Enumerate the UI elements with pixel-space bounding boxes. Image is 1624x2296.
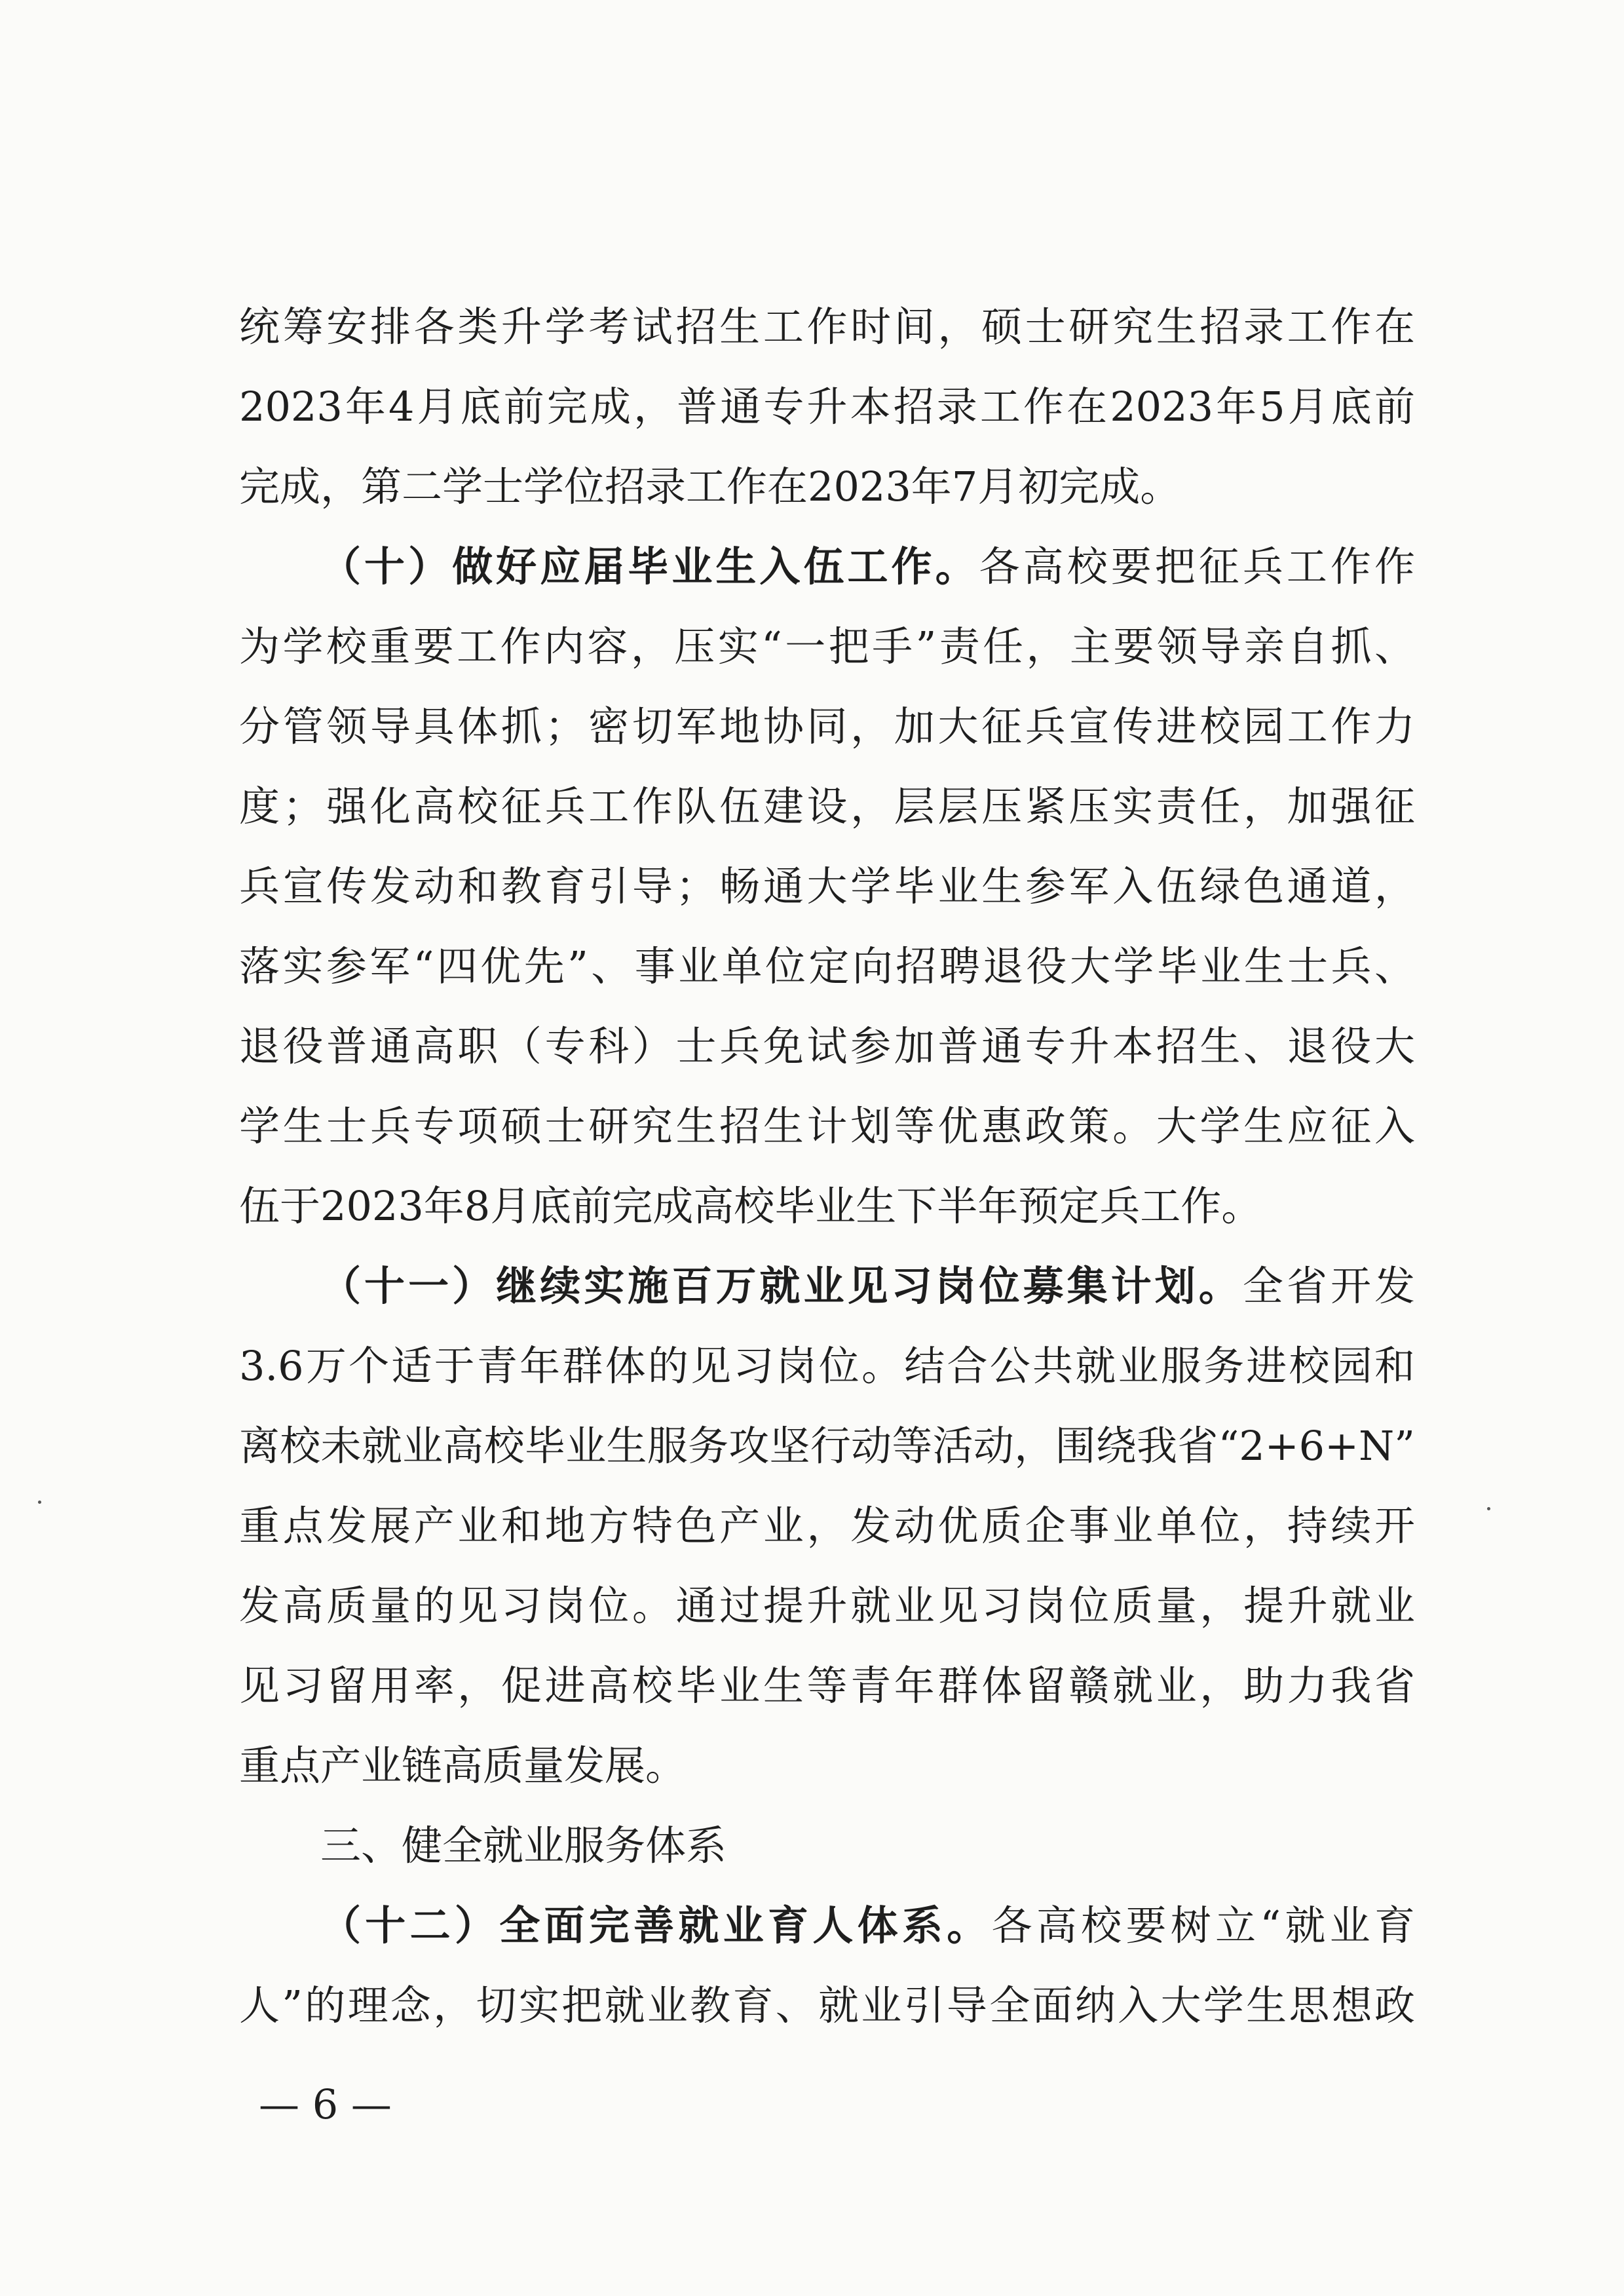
scan-speck [1487,1507,1490,1510]
scan-speck [38,1501,41,1504]
text-line: 3.6万个适于青年群体的见习岗位。结合公共就业服务进校园和 [239,1342,1415,1390]
section-eleven-heading: （十一）继续实施百万就业见习岗位募集计划。 [320,1262,1243,1310]
text-line: 落实参军“四优先”、事业单位定向招聘退役大学毕业生士兵、 [239,942,1415,990]
text-line: 伍于2023年8月底前完成高校毕业生下半年预定兵工作。 [239,1182,1262,1230]
text-line: 见习留用率，促进高校毕业生等青年群体留赣就业，助力我省 [239,1662,1415,1710]
text-line: 人”的理念，切实把就业教育、就业引导全面纳入大学生思想政 [239,1981,1415,2029]
text-line: 重点产业链高质量发展。 [239,1742,687,1789]
text-line: 为学校重要工作内容，压实“一把手”责任，主要领导亲自抓、 [239,622,1415,670]
text-line: 2023年4月底前完成，普通专升本招录工作在2023年5月底前 [239,383,1415,430]
section-ten-heading-line: （十）做好应届毕业生入伍工作。各高校要把征兵工作作 [320,543,1415,590]
text-line: 兵宣传发动和教育引导；畅通大学毕业生参军入伍绿色通道， [239,862,1415,910]
section-twelve-heading-line: （十二）全面完善就业育人体系。各高校要树立“就业育 [320,1902,1415,1949]
text-line: 发高质量的见习岗位。通过提升就业见习岗位质量，提升就业 [239,1582,1415,1630]
text-line: 退役普通高职（专科）士兵免试参加普通专升本招生、退役大 [239,1022,1415,1070]
section-eleven-heading-line: （十一）继续实施百万就业见习岗位募集计划。全省开发 [320,1262,1415,1310]
section-twelve-heading: （十二）全面完善就业育人体系。 [320,1902,992,1949]
text-line: 学生士兵专项硕士研究生招生计划等优惠政策。大学生应征入 [239,1102,1415,1150]
page-number: — 6 — [259,2080,392,2128]
text-line: 分管领导具体抓；密切军地协同，加大征兵宣传进校园工作力 [239,702,1415,750]
text-line: 离校未就业高校毕业生服务攻坚行动等活动，围绕我省“2+6+N” [239,1422,1415,1470]
text-line: 重点发展产业和地方特色产业，发动优质企事业单位，持续开 [239,1502,1415,1550]
text-line: 度；强化高校征兵工作队伍建设，层层压紧压实责任，加强征 [239,782,1415,830]
text-line: 统筹安排各类升学考试招生工作时间，硕士研究生招录工作在 [239,303,1415,351]
part-three-heading: 三、健全就业服务体系 [320,1822,727,1869]
body-text [239,287,1415,2046]
text-line: 完成，第二学士学位招录工作在2023年7月初完成。 [239,463,1181,510]
section-ten-heading: （十）做好应届毕业生入伍工作。 [320,543,979,590]
